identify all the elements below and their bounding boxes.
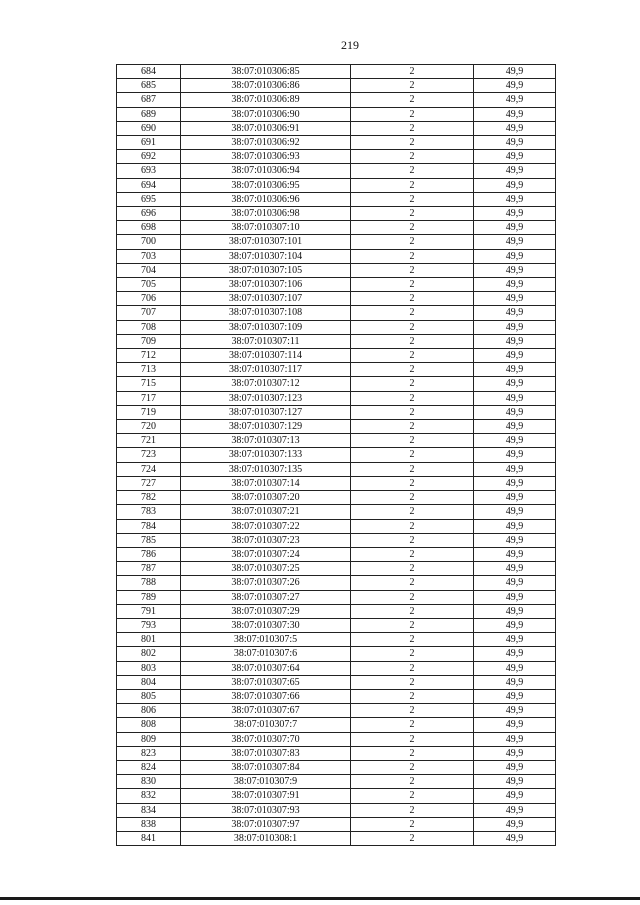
quantity-cell: 2 <box>351 150 474 164</box>
cadastral-number-cell: 38:07:010307:5 <box>181 633 351 647</box>
quantity-cell: 2 <box>351 306 474 320</box>
area-cell: 49,9 <box>474 604 556 618</box>
row-number-cell: 687 <box>117 93 181 107</box>
area-cell: 49,9 <box>474 192 556 206</box>
registry-table <box>116 64 556 846</box>
area-cell: 49,9 <box>474 775 556 789</box>
quantity-cell: 2 <box>351 93 474 107</box>
row-number-cell: 695 <box>117 192 181 206</box>
cadastral-number-cell: 38:07:010307:64 <box>181 661 351 675</box>
area-cell: 49,9 <box>474 221 556 235</box>
cadastral-number-cell: 38:07:010306:91 <box>181 121 351 135</box>
table-row <box>117 107 556 121</box>
area-cell: 49,9 <box>474 178 556 192</box>
quantity-cell: 2 <box>351 562 474 576</box>
area-cell: 49,9 <box>474 377 556 391</box>
cadastral-number-cell: 38:07:010307:10 <box>181 221 351 235</box>
cadastral-number-cell: 38:07:010307:91 <box>181 789 351 803</box>
table-row <box>117 789 556 803</box>
area-cell: 49,9 <box>474 590 556 604</box>
cadastral-number-cell: 38:07:010307:129 <box>181 420 351 434</box>
quantity-cell: 2 <box>351 448 474 462</box>
cadastral-number-cell: 38:07:010307:65 <box>181 675 351 689</box>
table-row <box>117 320 556 334</box>
row-number-cell: 830 <box>117 775 181 789</box>
table-row <box>117 405 556 419</box>
cadastral-number-cell: 38:07:010307:9 <box>181 775 351 789</box>
row-number-cell: 689 <box>117 107 181 121</box>
cadastral-number-cell: 38:07:010306:92 <box>181 136 351 150</box>
row-number-cell: 693 <box>117 164 181 178</box>
cadastral-number-cell: 38:07:010306:89 <box>181 93 351 107</box>
cadastral-number-cell: 38:07:010307:11 <box>181 334 351 348</box>
quantity-cell: 2 <box>351 647 474 661</box>
area-cell: 49,9 <box>474 405 556 419</box>
area-cell: 49,9 <box>474 505 556 519</box>
quantity-cell: 2 <box>351 533 474 547</box>
table-row <box>117 775 556 789</box>
table-row <box>117 448 556 462</box>
cadastral-number-cell: 38:07:010307:6 <box>181 647 351 661</box>
cadastral-number-cell: 38:07:010307:101 <box>181 235 351 249</box>
row-number-cell: 793 <box>117 618 181 632</box>
row-number-cell: 723 <box>117 448 181 462</box>
cadastral-number-cell: 38:07:010307:135 <box>181 462 351 476</box>
quantity-cell: 2 <box>351 263 474 277</box>
area-cell: 49,9 <box>474 434 556 448</box>
area-cell: 49,9 <box>474 306 556 320</box>
quantity-cell: 2 <box>351 278 474 292</box>
area-cell: 49,9 <box>474 803 556 817</box>
row-number-cell: 783 <box>117 505 181 519</box>
table-row <box>117 689 556 703</box>
quantity-cell: 2 <box>351 817 474 831</box>
row-number-cell: 705 <box>117 278 181 292</box>
cadastral-number-cell: 38:07:010306:94 <box>181 164 351 178</box>
table-row <box>117 334 556 348</box>
table-row <box>117 647 556 661</box>
area-cell: 49,9 <box>474 576 556 590</box>
table-row <box>117 633 556 647</box>
area-cell: 49,9 <box>474 661 556 675</box>
table-row <box>117 79 556 93</box>
area-cell: 49,9 <box>474 746 556 760</box>
cadastral-number-cell: 38:07:010306:96 <box>181 192 351 206</box>
row-number-cell: 806 <box>117 704 181 718</box>
cadastral-number-cell: 38:07:010307:22 <box>181 519 351 533</box>
area-cell: 49,9 <box>474 164 556 178</box>
table-row <box>117 434 556 448</box>
table-row <box>117 235 556 249</box>
table-row <box>117 292 556 306</box>
area-cell: 49,9 <box>474 618 556 632</box>
area-cell: 49,9 <box>474 718 556 732</box>
area-cell: 49,9 <box>474 235 556 249</box>
area-cell: 49,9 <box>474 65 556 79</box>
area-cell: 49,9 <box>474 519 556 533</box>
quantity-cell: 2 <box>351 136 474 150</box>
cadastral-number-cell: 38:07:010307:84 <box>181 760 351 774</box>
area-cell: 49,9 <box>474 107 556 121</box>
area-cell: 49,9 <box>474 334 556 348</box>
row-number-cell: 720 <box>117 420 181 434</box>
row-number-cell: 690 <box>117 121 181 135</box>
cadastral-number-cell: 38:07:010308:1 <box>181 831 351 845</box>
quantity-cell: 2 <box>351 476 474 490</box>
area-cell: 49,9 <box>474 689 556 703</box>
cadastral-number-cell: 38:07:010306:86 <box>181 79 351 93</box>
quantity-cell: 2 <box>351 349 474 363</box>
quantity-cell: 2 <box>351 604 474 618</box>
quantity-cell: 2 <box>351 363 474 377</box>
quantity-cell: 2 <box>351 420 474 434</box>
cadastral-number-cell: 38:07:010307:7 <box>181 718 351 732</box>
quantity-cell: 2 <box>351 235 474 249</box>
row-number-cell: 832 <box>117 789 181 803</box>
cadastral-number-cell: 38:07:010307:23 <box>181 533 351 547</box>
table-row <box>117 363 556 377</box>
cadastral-number-cell: 38:07:010307:26 <box>181 576 351 590</box>
area-cell: 49,9 <box>474 121 556 135</box>
area-cell: 49,9 <box>474 633 556 647</box>
table-row <box>117 817 556 831</box>
table-row <box>117 462 556 476</box>
cadastral-number-cell: 38:07:010306:95 <box>181 178 351 192</box>
quantity-cell: 2 <box>351 689 474 703</box>
cadastral-number-cell: 38:07:010307:20 <box>181 491 351 505</box>
row-number-cell: 727 <box>117 476 181 490</box>
row-number-cell: 692 <box>117 150 181 164</box>
cadastral-number-cell: 38:07:010307:93 <box>181 803 351 817</box>
cadastral-number-cell: 38:07:010307:105 <box>181 263 351 277</box>
row-number-cell: 696 <box>117 207 181 221</box>
quantity-cell: 2 <box>351 704 474 718</box>
table-row <box>117 121 556 135</box>
table-row <box>117 519 556 533</box>
area-cell: 49,9 <box>474 760 556 774</box>
quantity-cell: 2 <box>351 462 474 476</box>
quantity-cell: 2 <box>351 789 474 803</box>
row-number-cell: 684 <box>117 65 181 79</box>
row-number-cell: 694 <box>117 178 181 192</box>
row-number-cell: 704 <box>117 263 181 277</box>
area-cell: 49,9 <box>474 292 556 306</box>
area-cell: 49,9 <box>474 462 556 476</box>
area-cell: 49,9 <box>474 547 556 561</box>
area-cell: 49,9 <box>474 476 556 490</box>
quantity-cell: 2 <box>351 107 474 121</box>
quantity-cell: 2 <box>351 491 474 505</box>
row-number-cell: 782 <box>117 491 181 505</box>
table-row <box>117 618 556 632</box>
cadastral-number-cell: 38:07:010307:104 <box>181 249 351 263</box>
area-cell: 49,9 <box>474 647 556 661</box>
cadastral-number-cell: 38:07:010306:90 <box>181 107 351 121</box>
row-number-cell: 707 <box>117 306 181 320</box>
area-cell: 49,9 <box>474 831 556 845</box>
row-number-cell: 801 <box>117 633 181 647</box>
quantity-cell: 2 <box>351 79 474 93</box>
row-number-cell: 698 <box>117 221 181 235</box>
area-cell: 49,9 <box>474 278 556 292</box>
quantity-cell: 2 <box>351 405 474 419</box>
quantity-cell: 2 <box>351 434 474 448</box>
table-row <box>117 306 556 320</box>
table-row <box>117 65 556 79</box>
table-row <box>117 533 556 547</box>
table-row <box>117 505 556 519</box>
area-cell: 49,9 <box>474 207 556 221</box>
cadastral-number-cell: 38:07:010306:98 <box>181 207 351 221</box>
row-number-cell: 784 <box>117 519 181 533</box>
row-number-cell: 824 <box>117 760 181 774</box>
row-number-cell: 724 <box>117 462 181 476</box>
row-number-cell: 715 <box>117 377 181 391</box>
row-number-cell: 785 <box>117 533 181 547</box>
row-number-cell: 706 <box>117 292 181 306</box>
table-row <box>117 746 556 760</box>
cadastral-number-cell: 38:07:010307:97 <box>181 817 351 831</box>
cadastral-number-cell: 38:07:010307:25 <box>181 562 351 576</box>
cadastral-number-cell: 38:07:010307:127 <box>181 405 351 419</box>
row-number-cell: 803 <box>117 661 181 675</box>
table-row <box>117 391 556 405</box>
table-row <box>117 207 556 221</box>
row-number-cell: 703 <box>117 249 181 263</box>
quantity-cell: 2 <box>351 775 474 789</box>
quantity-cell: 2 <box>351 377 474 391</box>
area-cell: 49,9 <box>474 391 556 405</box>
row-number-cell: 787 <box>117 562 181 576</box>
quantity-cell: 2 <box>351 178 474 192</box>
area-cell: 49,9 <box>474 448 556 462</box>
cadastral-number-cell: 38:07:010307:21 <box>181 505 351 519</box>
row-number-cell: 834 <box>117 803 181 817</box>
table-row <box>117 278 556 292</box>
area-cell: 49,9 <box>474 363 556 377</box>
row-number-cell: 789 <box>117 590 181 604</box>
cadastral-number-cell: 38:07:010307:27 <box>181 590 351 604</box>
row-number-cell: 709 <box>117 334 181 348</box>
quantity-cell: 2 <box>351 334 474 348</box>
row-number-cell: 805 <box>117 689 181 703</box>
table-row <box>117 576 556 590</box>
area-cell: 49,9 <box>474 420 556 434</box>
cadastral-number-cell: 38:07:010307:106 <box>181 278 351 292</box>
cadastral-number-cell: 38:07:010306:85 <box>181 65 351 79</box>
cadastral-number-cell: 38:07:010307:66 <box>181 689 351 703</box>
quantity-cell: 2 <box>351 519 474 533</box>
quantity-cell: 2 <box>351 831 474 845</box>
row-number-cell: 786 <box>117 547 181 561</box>
table-row <box>117 192 556 206</box>
table-row <box>117 562 556 576</box>
cadastral-number-cell: 38:07:010307:123 <box>181 391 351 405</box>
quantity-cell: 2 <box>351 391 474 405</box>
area-cell: 49,9 <box>474 704 556 718</box>
row-number-cell: 717 <box>117 391 181 405</box>
row-number-cell: 713 <box>117 363 181 377</box>
quantity-cell: 2 <box>351 547 474 561</box>
quantity-cell: 2 <box>351 803 474 817</box>
table-row <box>117 675 556 689</box>
table-row <box>117 547 556 561</box>
row-number-cell: 685 <box>117 79 181 93</box>
quantity-cell: 2 <box>351 675 474 689</box>
area-cell: 49,9 <box>474 491 556 505</box>
scan-edge-line <box>0 897 640 900</box>
area-cell: 49,9 <box>474 789 556 803</box>
row-number-cell: 691 <box>117 136 181 150</box>
row-number-cell: 809 <box>117 732 181 746</box>
area-cell: 49,9 <box>474 136 556 150</box>
row-number-cell: 838 <box>117 817 181 831</box>
row-number-cell: 841 <box>117 831 181 845</box>
quantity-cell: 2 <box>351 760 474 774</box>
table-row <box>117 831 556 845</box>
table-row <box>117 349 556 363</box>
table-row <box>117 178 556 192</box>
table-row <box>117 164 556 178</box>
row-number-cell: 823 <box>117 746 181 760</box>
cadastral-number-cell: 38:07:010307:67 <box>181 704 351 718</box>
page-number: 219 <box>341 38 359 52</box>
table-row <box>117 803 556 817</box>
area-cell: 49,9 <box>474 93 556 107</box>
table-row <box>117 476 556 490</box>
area-cell: 49,9 <box>474 150 556 164</box>
row-number-cell: 804 <box>117 675 181 689</box>
cadastral-number-cell: 38:07:010307:14 <box>181 476 351 490</box>
table-row <box>117 420 556 434</box>
row-number-cell: 791 <box>117 604 181 618</box>
quantity-cell: 2 <box>351 661 474 675</box>
table-row <box>117 221 556 235</box>
cadastral-number-cell: 38:07:010307:107 <box>181 292 351 306</box>
quantity-cell: 2 <box>351 249 474 263</box>
table-row <box>117 377 556 391</box>
row-number-cell: 712 <box>117 349 181 363</box>
row-number-cell: 788 <box>117 576 181 590</box>
area-cell: 49,9 <box>474 249 556 263</box>
table-row <box>117 590 556 604</box>
table-row <box>117 136 556 150</box>
quantity-cell: 2 <box>351 732 474 746</box>
table-row <box>117 150 556 164</box>
table-row <box>117 491 556 505</box>
quantity-cell: 2 <box>351 618 474 632</box>
quantity-cell: 2 <box>351 207 474 221</box>
quantity-cell: 2 <box>351 65 474 79</box>
area-cell: 49,9 <box>474 79 556 93</box>
quantity-cell: 2 <box>351 746 474 760</box>
cadastral-number-cell: 38:07:010307:30 <box>181 618 351 632</box>
table-row <box>117 760 556 774</box>
table-row <box>117 604 556 618</box>
quantity-cell: 2 <box>351 590 474 604</box>
row-number-cell: 700 <box>117 235 181 249</box>
cadastral-number-cell: 38:07:010307:117 <box>181 363 351 377</box>
area-cell: 49,9 <box>474 732 556 746</box>
quantity-cell: 2 <box>351 292 474 306</box>
cadastral-number-cell: 38:07:010307:12 <box>181 377 351 391</box>
table-row <box>117 249 556 263</box>
row-number-cell: 708 <box>117 320 181 334</box>
area-cell: 49,9 <box>474 320 556 334</box>
area-cell: 49,9 <box>474 349 556 363</box>
cadastral-number-cell: 38:07:010307:13 <box>181 434 351 448</box>
quantity-cell: 2 <box>351 505 474 519</box>
table-row <box>117 263 556 277</box>
cadastral-number-cell: 38:07:010307:29 <box>181 604 351 618</box>
quantity-cell: 2 <box>351 576 474 590</box>
row-number-cell: 719 <box>117 405 181 419</box>
cadastral-number-cell: 38:07:010306:93 <box>181 150 351 164</box>
cadastral-number-cell: 38:07:010307:70 <box>181 732 351 746</box>
row-number-cell: 808 <box>117 718 181 732</box>
cadastral-number-cell: 38:07:010307:109 <box>181 320 351 334</box>
area-cell: 49,9 <box>474 533 556 547</box>
table-row <box>117 732 556 746</box>
quantity-cell: 2 <box>351 320 474 334</box>
cadastral-number-cell: 38:07:010307:24 <box>181 547 351 561</box>
quantity-cell: 2 <box>351 164 474 178</box>
table-row <box>117 718 556 732</box>
row-number-cell: 721 <box>117 434 181 448</box>
table-row <box>117 93 556 107</box>
table-row <box>117 704 556 718</box>
cadastral-number-cell: 38:07:010307:83 <box>181 746 351 760</box>
area-cell: 49,9 <box>474 675 556 689</box>
area-cell: 49,9 <box>474 263 556 277</box>
row-number-cell: 802 <box>117 647 181 661</box>
quantity-cell: 2 <box>351 192 474 206</box>
cadastral-number-cell: 38:07:010307:133 <box>181 448 351 462</box>
cadastral-number-cell: 38:07:010307:114 <box>181 349 351 363</box>
quantity-cell: 2 <box>351 633 474 647</box>
area-cell: 49,9 <box>474 817 556 831</box>
quantity-cell: 2 <box>351 221 474 235</box>
registry-table-body <box>117 65 556 846</box>
quantity-cell: 2 <box>351 121 474 135</box>
quantity-cell: 2 <box>351 718 474 732</box>
table-row <box>117 661 556 675</box>
cadastral-number-cell: 38:07:010307:108 <box>181 306 351 320</box>
area-cell: 49,9 <box>474 562 556 576</box>
